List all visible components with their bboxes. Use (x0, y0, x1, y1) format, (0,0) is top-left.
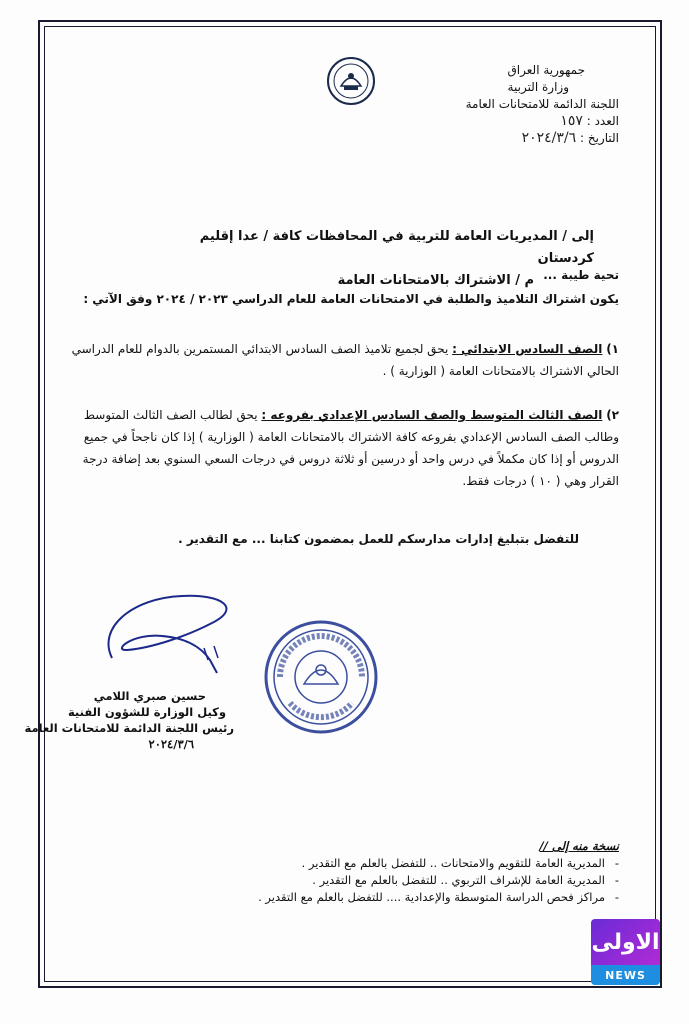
signatory-name: حسين صبري اللامي (93, 689, 206, 703)
ministry-logo-icon (326, 56, 376, 106)
list-item (64, 404, 619, 492)
number-label: العدد : (586, 114, 619, 128)
signature-date: ٢٠٢٤/٣/٦ (148, 737, 194, 751)
country-name: جمهورية العراق (507, 63, 585, 77)
item-number: ١) (606, 342, 619, 356)
list-item (64, 338, 619, 382)
committee-name: اللجنة الدائمة للامتحانات العامة (465, 97, 619, 111)
intro-paragraph: يكون اشتراك التلاميذ والطلبة في الامتحانات العامة للعام الدراسي ٢٠٢٣ / ٢٠٢٤ وفق الآتي : (83, 292, 619, 306)
signatory-title: وكيل الوزارة للشؤون الفنية (67, 705, 226, 719)
document-date (399, 130, 619, 147)
news-logo-label: NEWS (591, 965, 660, 985)
letterhead (399, 62, 619, 147)
greeting: تحية طيبة ... (543, 268, 619, 282)
copies-title: نسخة منه إلى // (539, 839, 619, 853)
copies-list (99, 855, 619, 906)
addressee-block (174, 226, 594, 292)
signatory-block (24, 688, 234, 752)
ministry-name: وزارة التربية (507, 80, 569, 94)
item-heading: الصف السادس الابتدائي : (452, 342, 603, 356)
copies-block (99, 838, 619, 906)
item-text: يحق لطالب الصف الثالث المتوسط وطالب الصف السادس الإعدادي بفروعه كافة الاشتراك بالامتحانات العامة ( الوزارية ) إذا كان ناجحاً في جميع الدروس أو إذا كان مكملاً في درس واحد أو درسين أو ثلاثة دروس في درجات السعي السنوي بعد إضافة درجة القرار وهي ( ١٠ ) درجات فقط. (82, 408, 619, 488)
date-label: التاريخ : (579, 131, 619, 145)
list-item: - المديرية العامة للتقويم والامتحانات .. للتفضل بالعلم مع التقدير . (99, 855, 619, 872)
subject-line: م / الاشتراك بالامتحانات العامة (337, 273, 534, 288)
item-text: يحق لجميع تلاميذ الصف السادس الابتدائي المستمرين بالدوام للعام الدراسي الحالي الاشتراك بالامتحانات العامة ( الوزارية ) . (71, 342, 619, 378)
list-item: - المديرية العامة للإشراف التربوي .. للتفضل بالعلم مع التقدير . (99, 872, 619, 889)
list-item: - مراكز فحص الدراسة المتوسطة والإعدادية .... للتفضل بالعلم مع التقدير . (99, 889, 619, 906)
official-seal-icon (262, 618, 380, 736)
date-value: ٢٠٢٤/٣/٦ (521, 130, 577, 146)
news-logo-badge (591, 919, 660, 985)
item-heading: الصف الثالث المتوسط والصف السادس الإعدادي بفروعه : (261, 408, 603, 422)
addressee-to: إلى / المديريات العامة للتربية في المحافظات كافة / عدا إقليم كردستان (199, 229, 594, 266)
item-number: ٢) (606, 408, 619, 422)
news-logo-text: الاولى (591, 919, 660, 965)
signatory-title: رئيس اللجنة الدائمة للامتحانات العامة (24, 721, 234, 735)
handwritten-signature-icon (92, 588, 252, 678)
closing-line: للتفضل بتبليغ إدارات مدارسكم للعمل بمضمون كتابنا ... مع التقدير . (178, 532, 579, 546)
reference-number (399, 113, 619, 130)
number-value: ١٥٧ (560, 113, 583, 129)
